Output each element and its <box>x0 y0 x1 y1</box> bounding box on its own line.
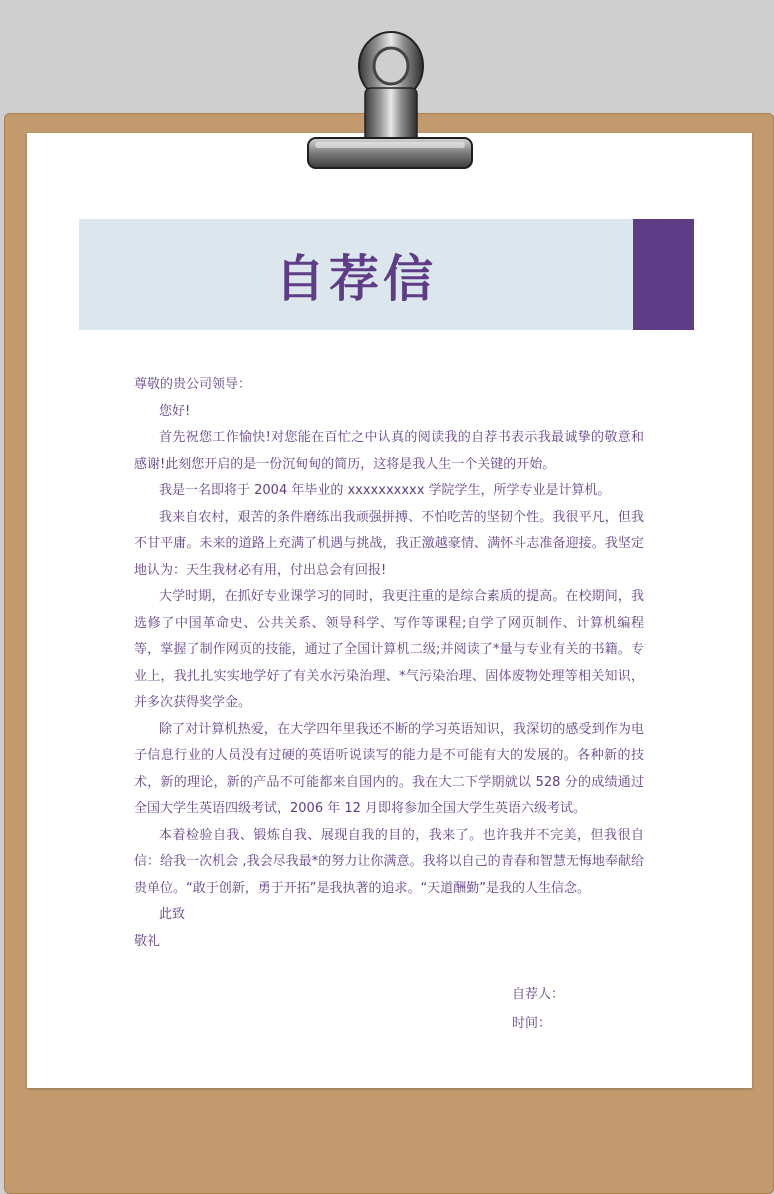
signature-label: 自荐人： <box>512 987 565 1002</box>
page-title: 自荐信 <box>275 249 437 308</box>
binder-clip-icon <box>305 26 475 176</box>
salutation: 尊敬的贵公司领导： <box>134 377 252 392</box>
paragraph: 本着检验自我、锻炼自我、展现自我的目的，我来了。也许我并不完美，但我很自信：给我一次机会 ,我会尽我最*的努力让你满意。我将以自己的青春和智慧无悔地奉献给贵单位。“敢于创新，勇于开拓”是我执著的追求。“天道酬勤”是我的人生信念。 <box>134 827 644 896</box>
paragraph: 我是一名即将于 2004 年毕业的 xxxxxxxxxx 学院学生，所学专业是计算机。 <box>159 483 611 498</box>
paragraph: 首先祝您工作愉快!对您能在百忙之中认真的阅读我的自荐书表示我最诚挚的敬意和感谢!此刻您开启的是一份沉甸甸的简历，这将是我人生一个关键的开始。 <box>134 430 644 472</box>
closing-line-1: 此致 <box>159 907 186 922</box>
closing-line-2: 敬礼 <box>134 933 161 949</box>
paragraph: 我来自农村，艰苦的条件磨练出我顽强拼搏、不怕吃苦的坚韧个性。我很平凡，但我不甘平庸。未来的道路上充满了机遇与挑战，我正激越豪情、满怀斗志准备迎接。我坚定地认为：天生我材必有用，付出总会有回报! <box>134 509 644 578</box>
title-banner <box>79 219 633 330</box>
paragraph: 大学时期，在抓好专业课学习的同时，我更注重的是综合素质的提高。在校期间，我选修了中国革命史、公共关系、领导科学、写作等课程;自学了网页制作、计算机编程等，掌握了制作网页的技能，通过了全国计算机二级;并阅读了*量与专业有关的书籍。专业上，我扎扎实实地学好了有关水污染治理、*气污染治理、固体废物处理等相关知识，并多次获得奖学金。 <box>134 589 644 710</box>
letter-body <box>134 372 644 955</box>
date-label: 时间： <box>512 1016 552 1031</box>
title-banner-accent <box>633 219 694 330</box>
paragraph: 除了对计算机热爱，在大学四年里我还不断的学习英语知识，我深切的感受到作为电子信息行业的人员没有过硬的英语听说读写的能力是不可能有大的发展的。各种新的技术，新的理论，新的产品不可能都来自国内的。我在大二下学期就以 528 分的成绩通过全国大学生英语四级考试，2006 年 12 月即将参加全国大学生英语六级考试。 <box>134 721 644 816</box>
greeting: 您好! <box>159 403 191 419</box>
